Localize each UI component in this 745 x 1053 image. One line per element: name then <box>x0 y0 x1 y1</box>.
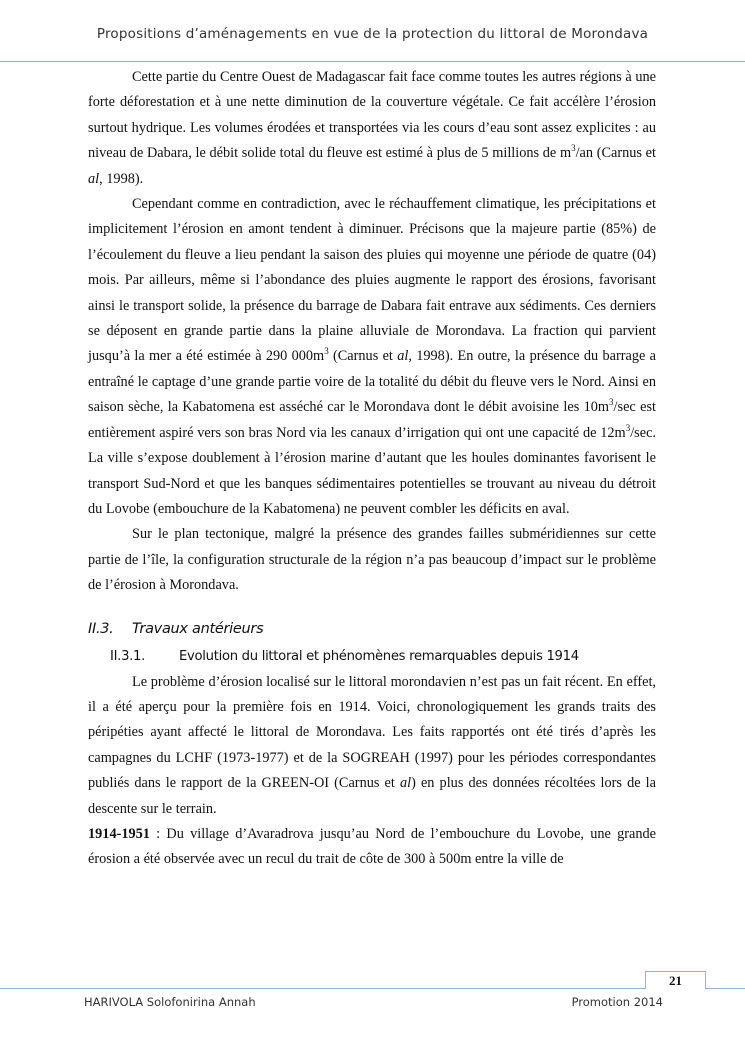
paragraph-precipitation: Cependant comme en contradiction, avec le réchauffement climatique, les précipitations et implicitement l’érosion en amont tendent à diminuer. Précisons que la majeure partie (85%) de l’écoulement du fleuve a lieu pendant la saison des pluies qui moyenne une période de quatre (04) mois. Par ailleurs, même si l’abondance des pluies augmente le rapport des érosions, favorisant ainsi le transport solide, la présence du barrage de Dabara fait entrave aux sédiments. Ces derniers se déposent en grande partie dans la plaine alluviale de Morondava. La fraction qui parvient jusqu’à la mer a été estimée à 290 $000m^3$ (Carnus et al, 1998). En outre, la présence du barrage a entraîné le captage d’une grande partie voire de la totalité du débit du fleuve vers le Nord. Ainsi en saison sèche, la Kabatomena est asséché car le Morondava dont le débit avoisine les $10m^3/\sec$ est entièrement aspiré vers son bras Nord via les canaux d’irrigation qui ont une capacité de $12m^3/\sec$. La ville s’expose doublement à l’érosion marine d’autant que les houles dominantes favorisent le transport Sud-Nord et que les banques sédimentaires potentielles se trouvant au niveau du détroit du Lovobe (embouchure de la Kabatomena) ne peuvent combler les déficits en aval. <box>88 196 657 517</box>
paragraph-1914-1951: 1914-1951 : Du village d’Avaradrova jusqu’au Nord de l’embouchure du Lovobe, une grande érosion a été observée avec un recul du trait de côte de 300 à 500m entre la ville de <box>88 825 656 868</box>
document-body <box>88 65 656 873</box>
section-title: Travaux antérieurs <box>132 620 264 637</box>
period-label: 1914-1951 <box>88 825 150 842</box>
running-header: Propositions d’aménagements en vue de la protection du littoral de Morondava <box>96 26 649 42</box>
paragraph-deforestation: Cette partie du Centre Ouest de Madagascar fait face comme toutes les autres régions à une forte déforestation et à une nette diminution de la couverture végétale. Ce fait accélère l’érosion surtout hydrique. Les volumes érodées et transportées via les cours d’eau sont assez explicites : au niveau de Dabara, le débit solide total du fleuve est estimé à plus de 5 millions de $m^3/an$ (Carnus et al, 1998). <box>88 69 656 187</box>
page-number: 21 <box>645 971 706 989</box>
paragraph-erosion-history: Le problème d’érosion localisé sur le littoral morondavien n’est pas un fait récent. En effet, il a été aperçu pour la première fois en 1914. Voici, chronologiquement les grands traits des péripéties ayant affecté le littoral de Morondava. Les faits rapportés ont été tirés d’après les campagnes du LCHF (1973-1977) et de la SOGREAH (1997) pour les périodes correspondantes publiés dans le rapport de la GREEN-OI (Carnus et al) en plus des données récoltées lors de la descente sur le terrain. <box>88 673 656 817</box>
footer-divider <box>0 988 745 989</box>
paragraph-tectonic: Sur le plan tectonique, malgré la présence des grandes failles subméridiennes sur cette partie de l’île, la configuration structurale de la région n’a pas beaucoup d’impact sur le problème de l’érosion à Morondava. <box>88 526 656 594</box>
section-number: II.3. <box>88 620 114 637</box>
subsection-number: II.3.1. <box>110 648 146 664</box>
subsection-heading <box>110 644 656 670</box>
subsection-title: Evolution du littoral et phénomènes remarquables depuis 1914 <box>179 648 579 664</box>
footer-promotion: Promotion 2014 <box>571 995 663 1009</box>
header-divider <box>0 61 745 62</box>
section-heading <box>88 616 656 642</box>
footer-author: HARIVOLA Solofonirina Annah <box>84 995 256 1009</box>
